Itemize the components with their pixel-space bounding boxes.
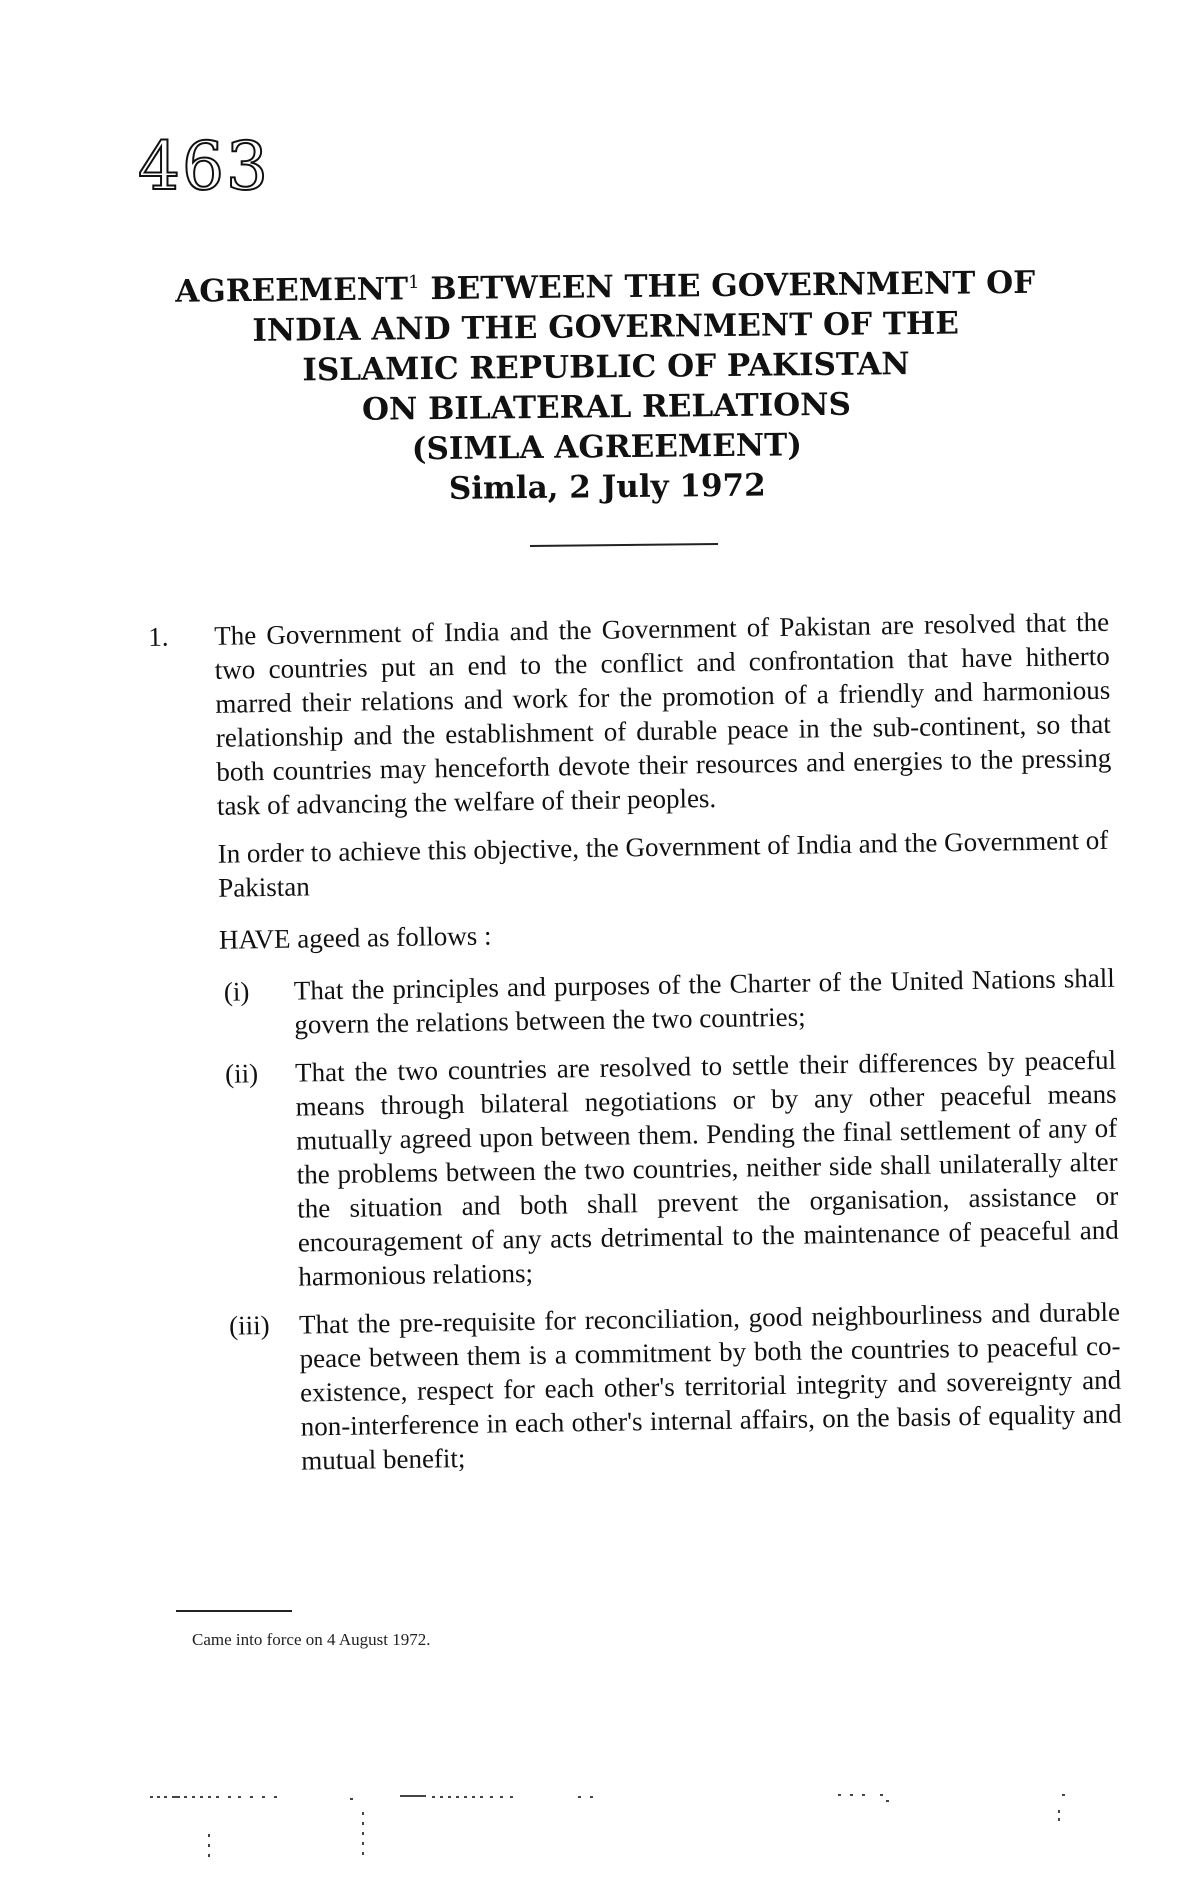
item-text: That the two countries are resolved to settle their differences by peaceful means through bilateral negotiations or by any other peaceful means mutually agreed upon between them. Pending the final settlement of any of the problems between the two countries, neither side shall unilaterally alter the situation and both shall prevent the organisation, assistance or encouragement of any acts detrimental to the maintenance of peaceful and harmonious relations;	[294, 1044, 1119, 1292]
paragraph-1	[140, 605, 1112, 824]
title-date: Simla, 2 July 1972	[448, 467, 766, 507]
agreement-title	[150, 262, 1062, 512]
agreement-body	[140, 605, 1134, 1494]
title-line-1-end: BETWEEN THE GOVERNMENT OF	[419, 264, 1036, 308]
item-number: (iii)	[228, 1310, 270, 1341]
title-line-3: ISLAMIC REPUBLIC OF PAKISTAN	[302, 346, 910, 389]
list-item	[146, 961, 1116, 1044]
item-number: (i)	[223, 976, 250, 1007]
page-number: 463	[138, 128, 270, 205]
title-divider	[530, 543, 718, 547]
list-item	[147, 1043, 1120, 1296]
item-text: That the principles and purposes of the Charter of the United Nations shall govern the relations between the two countries;	[293, 962, 1115, 1040]
footnote-marker: 1	[407, 271, 420, 293]
footnote-divider	[176, 1610, 292, 1612]
title-line-5: (SIMLA AGREEMENT)	[411, 427, 803, 468]
paragraph-text: The Government of India and the Government of Pakistan are resolved that the two countries put an end to the conflict and confrontation that have hitherto marred their relations and work for the promotion of a friendly and harmonious relationship and the establishment of durable peace in the sub-continent, so that both countries may henceforth devote their resources and energies to the pressing task of advancing the welfare of their peoples.	[214, 606, 1112, 821]
footnote: Came into force on 4 August 1972.	[192, 1630, 431, 1649]
agreed-text: HAVE ageed as follows :	[218, 920, 492, 955]
title-line-1-start: AGREEMENT	[175, 271, 409, 310]
objective-text: In order to achieve this objective, the Government of India and the Government of Pakistan	[217, 824, 1109, 903]
item-text: That the pre-requisite for reconciliation, good neighbourliness and durable peace between them is a commitment by both the countries to peaceful co-existence, respect for each other's territorial integrity and sovereignty and non-interference in each other's internal affairs, on the basis of equality and mutual benefit;	[298, 1296, 1122, 1476]
list-item	[151, 1295, 1123, 1480]
paragraph-number: 1.	[148, 621, 169, 652]
title-line-2: INDIA AND THE GOVERNMENT OF THE	[252, 305, 960, 349]
title-line-4: ON BILATERAL RELATIONS	[361, 386, 852, 428]
item-number: (ii)	[224, 1058, 259, 1089]
scan-artifacts	[0, 1786, 1200, 1866]
